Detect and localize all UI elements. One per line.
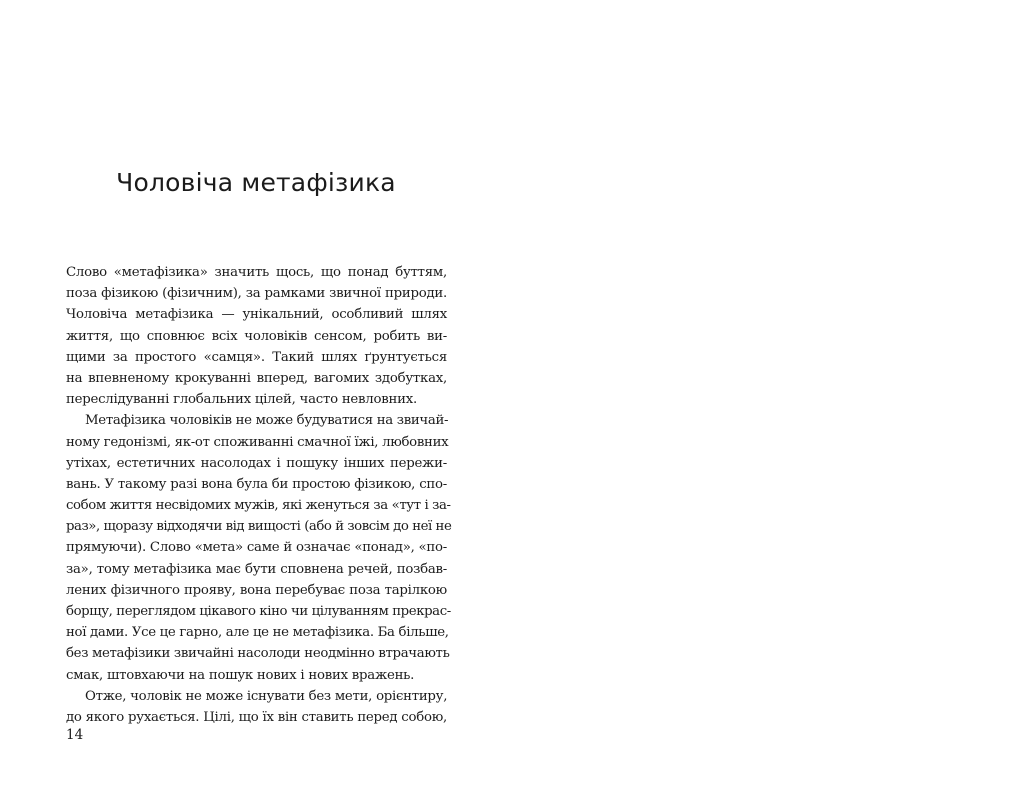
right-page bbox=[512, 0, 1024, 788]
text-line: поза фізикою (фізичним), за рамками звичної природи. bbox=[66, 286, 447, 302]
text-line: щими за простого «самця». Такий шлях ґрунтується bbox=[66, 349, 447, 365]
text-line: переслідуванні глобальних цілей, часто невловних. bbox=[66, 392, 417, 408]
text-line: борщу, переглядом цікавого кіно чи цілуванням прекрас- bbox=[66, 604, 451, 619]
text-line: утіхах, естетичних насолодах і пошуку інших пережи- bbox=[66, 455, 447, 471]
text-line: вань. У такому разі вона була би простою фізикою, спо- bbox=[66, 476, 447, 492]
text-line: Слово «метафізика» значить щось, що понад буттям, bbox=[66, 265, 447, 280]
text-line: ному гедонізмі, як-от споживанні смачної їжі, любовних bbox=[66, 434, 449, 450]
text-line: за», тому метафізика має бути сповнена речей, позбав- bbox=[66, 561, 447, 577]
text-line: Отже, чоловік не може існувати без мети, орієнтиру, bbox=[85, 688, 448, 704]
text-line: життя, що сповнює всіх чоловіків сенсом, робить ви- bbox=[66, 328, 447, 344]
text-line: лених фізичного прояву, вона перебуває поза тарілкою bbox=[66, 582, 447, 598]
chapter-title: Чоловіча метафізика bbox=[116, 168, 396, 197]
text-line: Метафізика чоловіків не може будуватися на звичай- bbox=[85, 413, 449, 429]
left-page-body-text bbox=[66, 262, 452, 728]
text-line: до якого рухається. Цілі, що їх він ставить перед собою, bbox=[66, 709, 447, 725]
text-line: без метафізики звичайні насолоди неодмінно втрачають bbox=[66, 646, 450, 662]
text-line: ної дами. Усе це гарно, але це не метафізика. Ба більше, bbox=[66, 625, 449, 641]
text-line: смак, штовхаючи на пошук нових і нових вражень. bbox=[66, 667, 415, 683]
page-number-left: 14 bbox=[66, 727, 84, 743]
text-line: собом життя несвідомих мужів, які женуться за «тут і за- bbox=[66, 498, 451, 514]
text-line: на впевненому крокуванні вперед, вагомих здобутках, bbox=[66, 370, 447, 386]
text-line: раз», щоразу відходячи від вищості (або й зовсім до неї не bbox=[66, 519, 452, 535]
text-line: прямуючи). Слово «мета» саме й означає «понад», «по- bbox=[66, 540, 447, 556]
text-line: Чоловіча метафізика — унікальний, особливий шлях bbox=[66, 307, 447, 323]
